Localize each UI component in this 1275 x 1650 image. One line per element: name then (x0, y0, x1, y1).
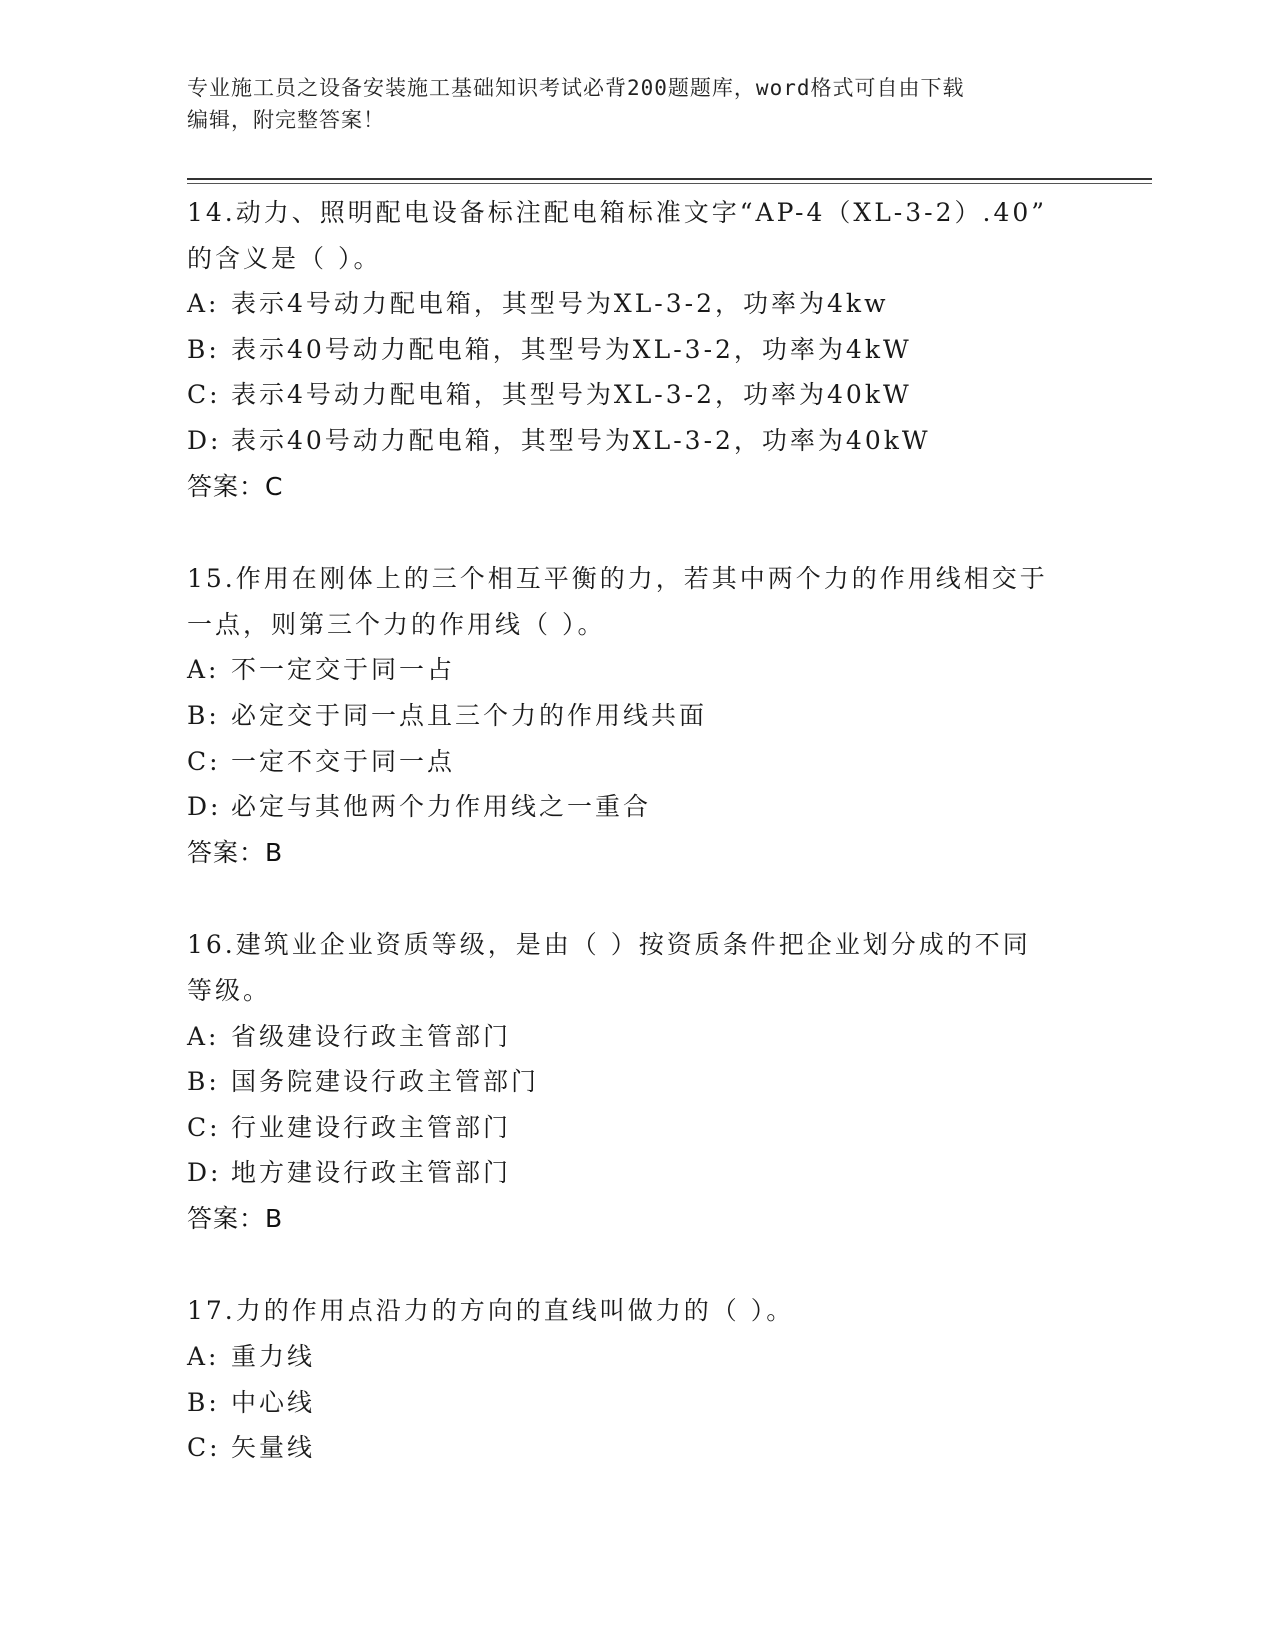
question-list (187, 190, 1087, 1518)
option-text: 必定与其他两个力作用线之一重合 (231, 792, 652, 822)
option-a (187, 281, 1087, 327)
option-text: 国务院建设行政主管部门 (231, 1067, 540, 1097)
question-stem-line: 14.动力、照明配电设备标注配电箱标准文字“AP-4（XL-3-2）.40” (187, 198, 1048, 227)
option-a (187, 1334, 1087, 1380)
question-stem-line: 等级。 (187, 975, 272, 1005)
option-letter: A: (187, 1021, 220, 1051)
option-text: 表示4号动力配电箱，其型号为XL-3-2，功率为4kw (231, 289, 889, 319)
question-stem-line: 的含义是（ ）。 (187, 243, 382, 273)
option-letter: A: (187, 289, 220, 319)
option-a (187, 1014, 1087, 1060)
option-letter: A: (187, 1342, 220, 1372)
option-b (187, 1380, 1087, 1426)
option-letter: B: (187, 1067, 220, 1097)
option-letter: B: (187, 1387, 220, 1417)
header-title-line-2: 编辑，附完整答案！ (187, 108, 385, 132)
option-text: 表示4号动力配电箱，其型号为XL-3-2，功率为40kW (231, 380, 912, 410)
option-letter: D: (187, 425, 222, 455)
option-letter: C: (187, 380, 221, 410)
question-14 (187, 190, 1087, 509)
header-title-line-1: 专业施工员之设备安装施工基础知识考试必背200题题库，word格式可自由下载 (187, 76, 965, 100)
option-text: 一定不交于同一点 (231, 746, 456, 776)
option-b (187, 1059, 1087, 1105)
question-17 (187, 1288, 1087, 1470)
option-letter: D: (187, 792, 222, 822)
header-divider-thin (187, 183, 1152, 184)
option-c (187, 739, 1087, 785)
option-letter: B: (187, 700, 220, 730)
question-stem-line: 一点，则第三个力的作用线（ ）。 (187, 609, 606, 639)
option-text: 表示40号动力配电箱，其型号为XL-3-2，功率为40kW (231, 425, 931, 455)
option-text: 中心线 (231, 1387, 316, 1417)
answer-line: 答案：B (187, 1203, 284, 1233)
answer-line: 答案：B (187, 837, 284, 867)
option-text: 矢量线 (231, 1433, 316, 1463)
option-d (187, 1150, 1087, 1196)
option-text: 表示40号动力配电箱，其型号为XL-3-2，功率为4kW (231, 334, 912, 364)
option-b (187, 327, 1087, 373)
question-stem-line: 15.作用在刚体上的三个相互平衡的力，若其中两个力的作用线相交于 (187, 564, 1048, 594)
option-text: 重力线 (231, 1342, 316, 1372)
question-15 (187, 556, 1087, 875)
option-letter: D: (187, 1158, 222, 1188)
document-header (187, 72, 1067, 136)
option-b (187, 693, 1087, 739)
option-letter: B: (187, 334, 220, 364)
option-text: 行业建设行政主管部门 (231, 1112, 512, 1142)
option-letter: A: (187, 655, 220, 685)
option-letter: C: (187, 1112, 221, 1142)
option-c (187, 1105, 1087, 1151)
option-d (187, 784, 1087, 830)
answer-line: 答案：C (187, 471, 284, 501)
question-stem-line: 16.建筑业企业资质等级，是由（ ）按资质条件把企业划分成的不同 (187, 930, 1031, 960)
option-text: 必定交于同一点且三个力的作用线共面 (231, 700, 708, 730)
header-divider-thick (187, 178, 1152, 180)
question-16 (187, 922, 1087, 1241)
option-d (187, 418, 1087, 464)
option-a (187, 647, 1087, 693)
option-c (187, 1425, 1087, 1471)
option-text: 省级建设行政主管部门 (231, 1021, 512, 1051)
option-text: 地方建设行政主管部门 (231, 1158, 512, 1188)
option-letter: C: (187, 746, 221, 776)
question-stem-line: 17.力的作用点沿力的方向的直线叫做力的（ ）。 (187, 1296, 795, 1326)
option-letter: C: (187, 1433, 221, 1463)
option-c (187, 372, 1087, 418)
option-text: 不一定交于同一占 (231, 655, 456, 685)
